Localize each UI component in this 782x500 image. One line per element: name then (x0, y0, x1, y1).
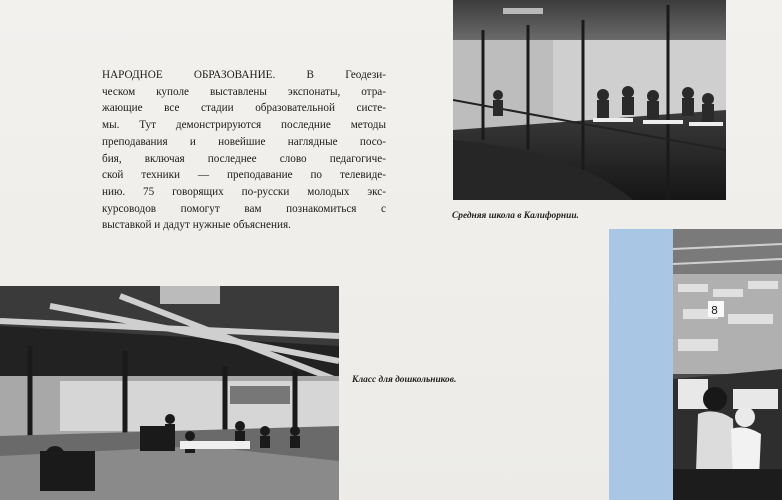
article-text (102, 67, 386, 234)
article-line: мы. Тут демонстрируются последние методы (102, 119, 386, 132)
photo-preschool-classroom (0, 286, 339, 500)
article-line: ской техники — преподавание по телевиде- (102, 169, 386, 182)
article-line: выставкой и дадут нужные объяснения. (102, 219, 291, 232)
article-line: курсоводов помогут вам познакомиться с (102, 202, 386, 215)
caption-school: Средняя школа в Калифорнии. (452, 211, 579, 221)
article-line: НАРОДНОЕ ОБРАЗОВАНИЕ. В Геодези- (102, 69, 386, 81)
blue-color-block (609, 229, 673, 500)
article-line: жающие все стадии образовательной систе- (102, 102, 386, 115)
article-line: преподавания и новейшие наглядные посо- (102, 135, 386, 148)
svg-text:8: 8 (711, 304, 718, 317)
article-line: ческом куполе выставлены экспонаты, отра- (102, 85, 386, 98)
photo-supermarket-shoppers (673, 229, 782, 500)
article-line: бия, включая последнее слово педагогиче- (102, 152, 386, 165)
article-line: нию. 75 говорящих по-русски молодых экс- (102, 185, 386, 198)
photo-high-school-california (453, 0, 726, 200)
caption-preschool: Класс для дошкольников. (352, 375, 457, 385)
